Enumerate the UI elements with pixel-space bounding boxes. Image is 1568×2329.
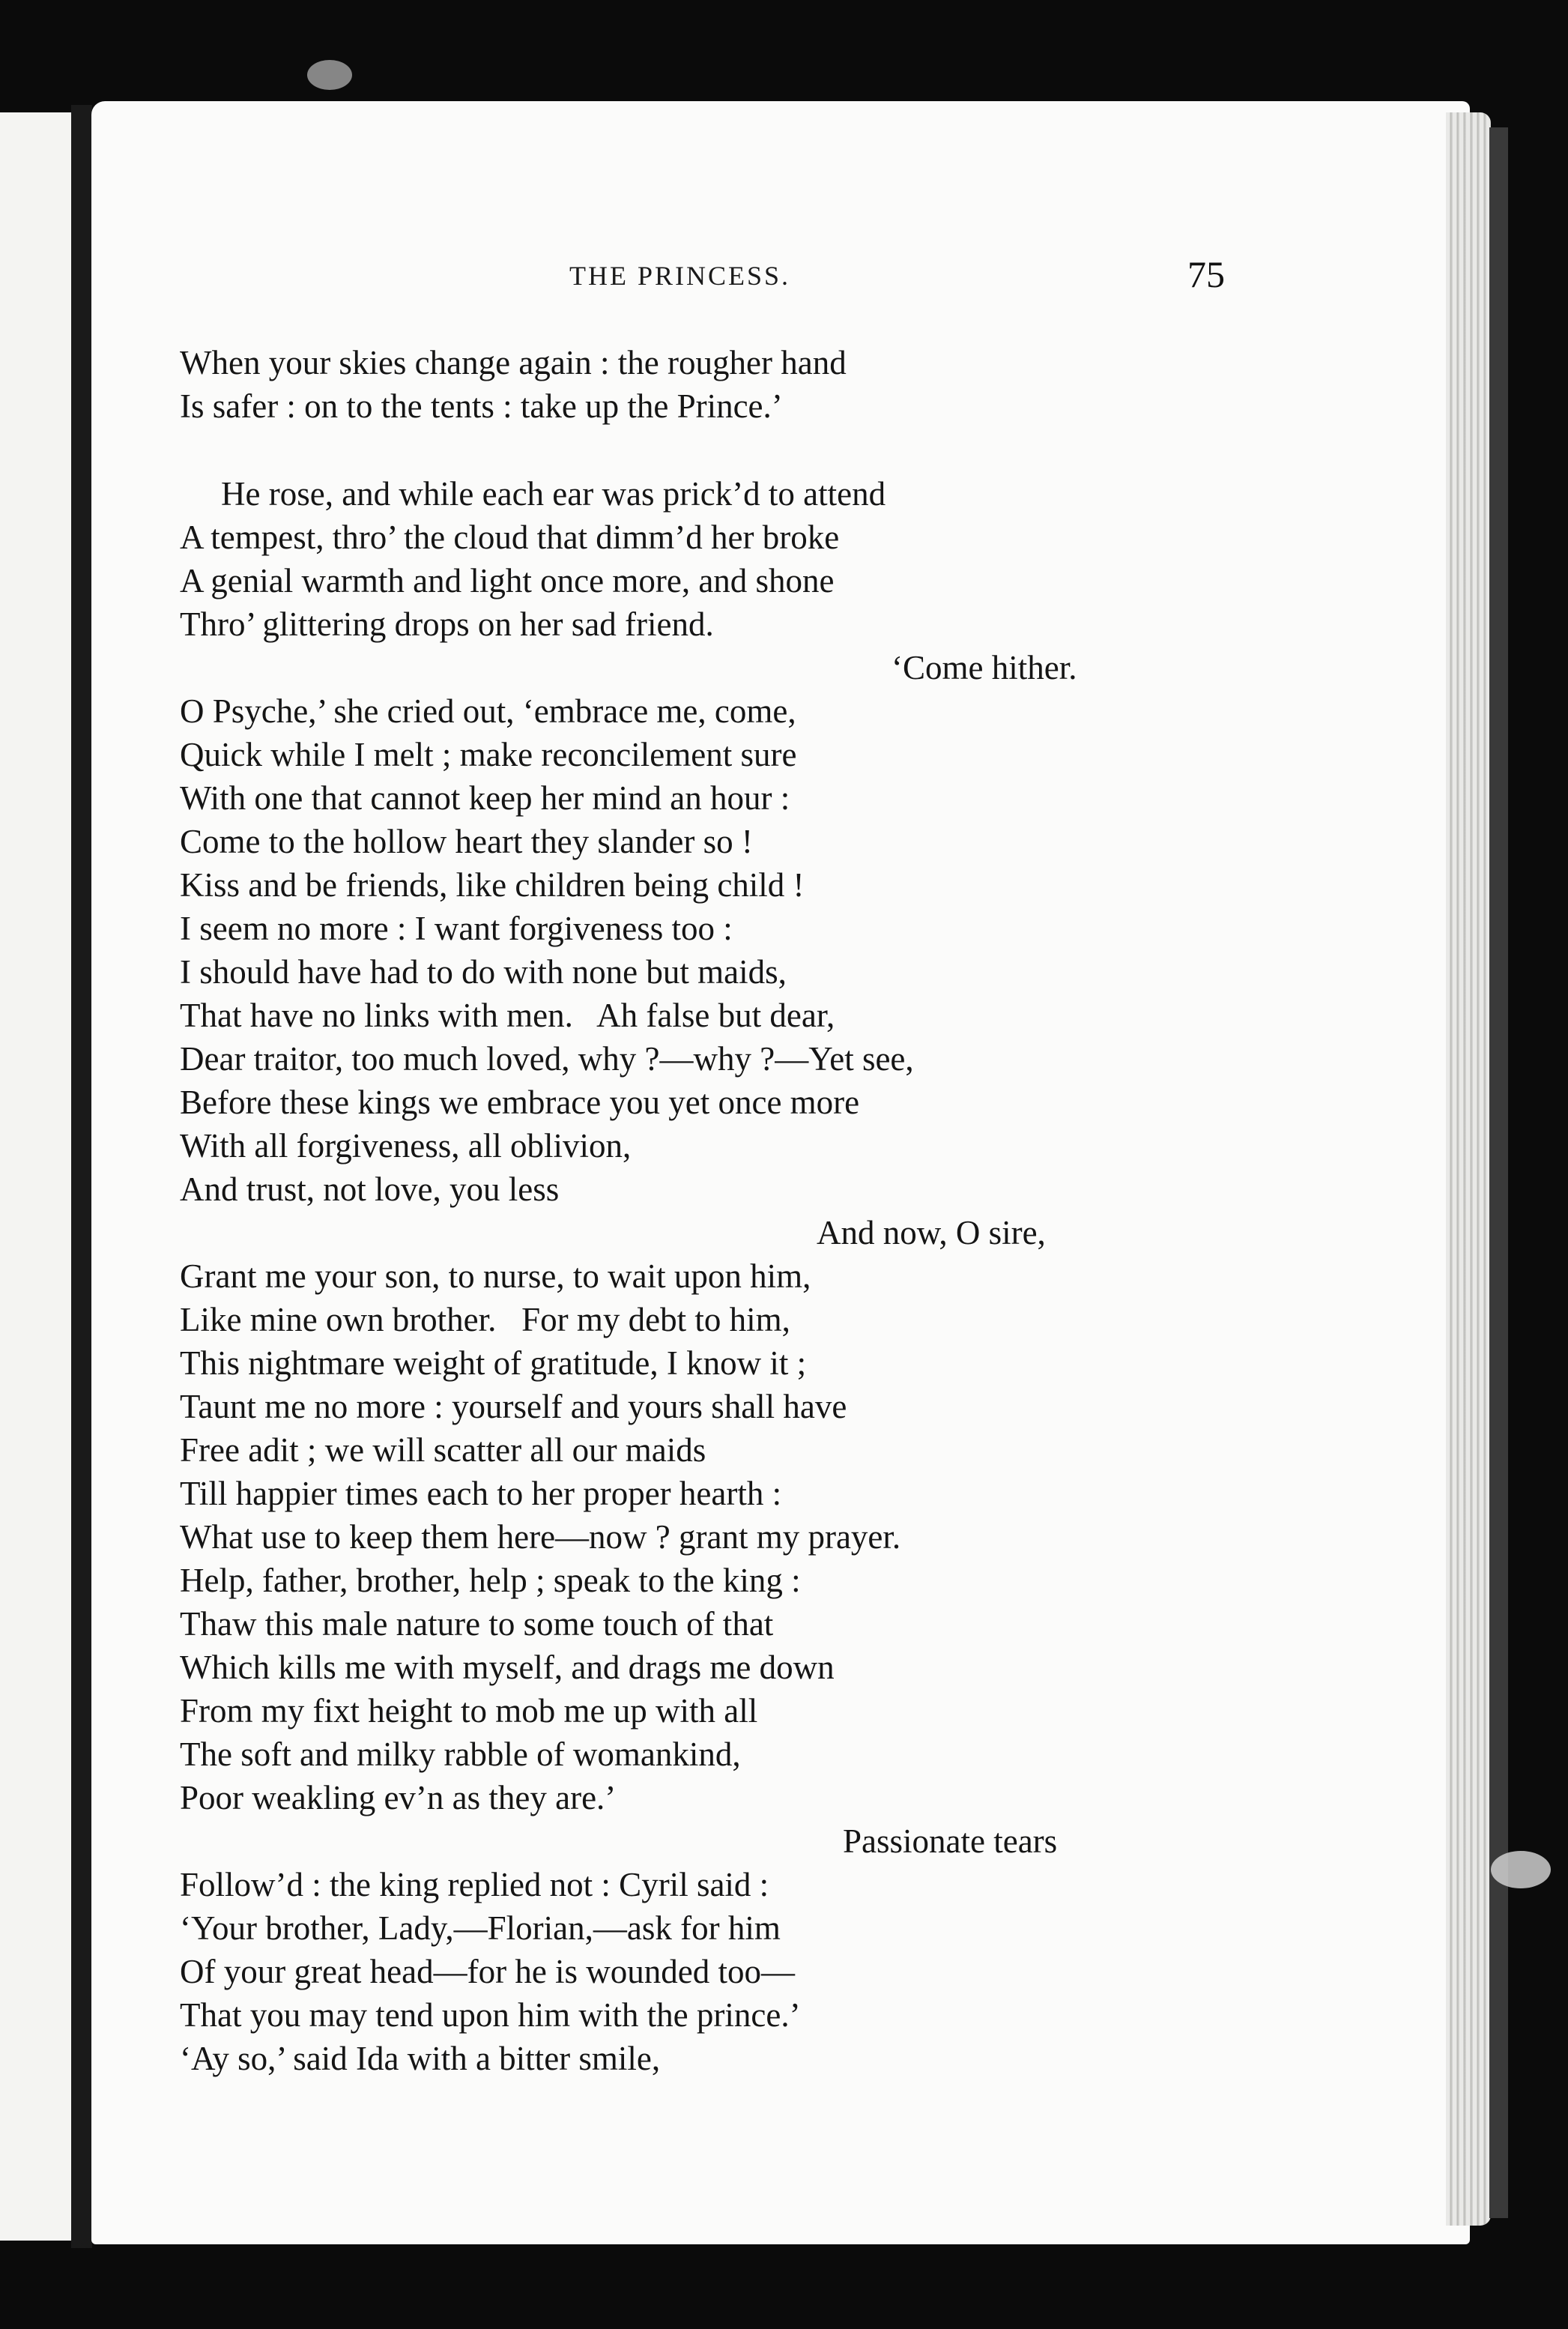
verse-line: Like mine own brother. For my debt to him, [180, 1301, 790, 1338]
verse-line: That have no links with men. Ah false but dear, [180, 997, 835, 1034]
verse-line: Thaw this male nature to some touch of that [180, 1605, 774, 1643]
verse-line: Passionate tears [843, 1822, 1058, 1860]
verse-line: I seem no more : I want forgiveness too : [180, 910, 733, 947]
verse-line: Help, father, brother, help ; speak to the king : [180, 1562, 801, 1599]
verse-line: Is safer : on to the tents : take up the Prince.’ [180, 387, 783, 425]
verse-line: That you may tend upon him with the prince.’ [180, 1996, 801, 2034]
verse-line: When your skies change again : the rougher hand [180, 344, 847, 381]
verse-line: Dear traitor, too much loved, why ?—why ?—Yet see, [180, 1040, 914, 1078]
verse-line: Follow’d : the king replied not : Cyril said : [180, 1866, 769, 1903]
verse-line: Till happier times each to her proper hearth : [180, 1475, 782, 1512]
verse-line: Kiss and be friends, like children being child ! [180, 866, 805, 904]
verse-line: And now, O sire, [817, 1214, 1046, 1251]
verse-line: Quick while I melt ; make reconcilement sure [180, 736, 797, 773]
verse-line: Of your great head—for he is wounded too— [180, 1953, 796, 1990]
verse-line: Come to the hollow heart they slander so ! [180, 823, 753, 860]
verse-line: With one that cannot keep her mind an hour : [180, 779, 790, 817]
verse-line: Taunt me no more : yourself and yours shall have [180, 1388, 847, 1425]
verse-line: ‘Ay so,’ said Ida with a bitter smile, [180, 2040, 661, 2077]
verse-line: With all forgiveness, all oblivion, [180, 1127, 632, 1164]
verse-line: From my fixt height to mob me up with all [180, 1692, 758, 1730]
verse-line: He rose, and while each ear was prick’d to attend [221, 475, 886, 513]
verse-line: ‘Come hither. [892, 649, 1077, 686]
verse-line: Grant me your son, to nurse, to wait upon him, [180, 1257, 811, 1295]
verse-line: Which kills me with myself, and drags me down [180, 1649, 835, 1686]
verse-line: A tempest, thro’ the cloud that dimm’d her broke [180, 519, 840, 556]
page-number: 75 [1187, 253, 1225, 295]
verse-line: ‘Your brother, Lady,—Florian,—ask for him [180, 1909, 781, 1947]
verse-line: What use to keep them here—now ? grant my prayer. [180, 1518, 901, 1556]
verse-line: Before these kings we embrace you yet once more [180, 1084, 860, 1121]
dust-speck [1491, 1851, 1551, 1888]
page-edges [1446, 112, 1491, 2226]
dust-speck [307, 60, 352, 90]
facing-page-edge [0, 112, 71, 2241]
verse-line: This nightmare weight of gratitude, I know it ; [180, 1344, 807, 1382]
verse-line: Free adit ; we will scatter all our maids [180, 1431, 706, 1469]
verse-line: And trust, not love, you less [180, 1170, 560, 1208]
page-shadow [1489, 127, 1508, 2218]
verse-line: Thro’ glittering drops on her sad friend. [180, 605, 714, 643]
book-gutter [71, 105, 92, 2248]
verse-line: I should have had to do with none but maids, [180, 953, 787, 991]
running-title: THE PRINCESS. [569, 261, 791, 291]
verse-line: O Psyche,’ she cried out, ‘embrace me, come, [180, 692, 796, 730]
verse-line: Poor weakling ev’n as they are.’ [180, 1779, 617, 1816]
verse-line: A genial warmth and light once more, and shone [180, 562, 835, 599]
verse-line: The soft and milky rabble of womankind, [180, 1736, 741, 1773]
